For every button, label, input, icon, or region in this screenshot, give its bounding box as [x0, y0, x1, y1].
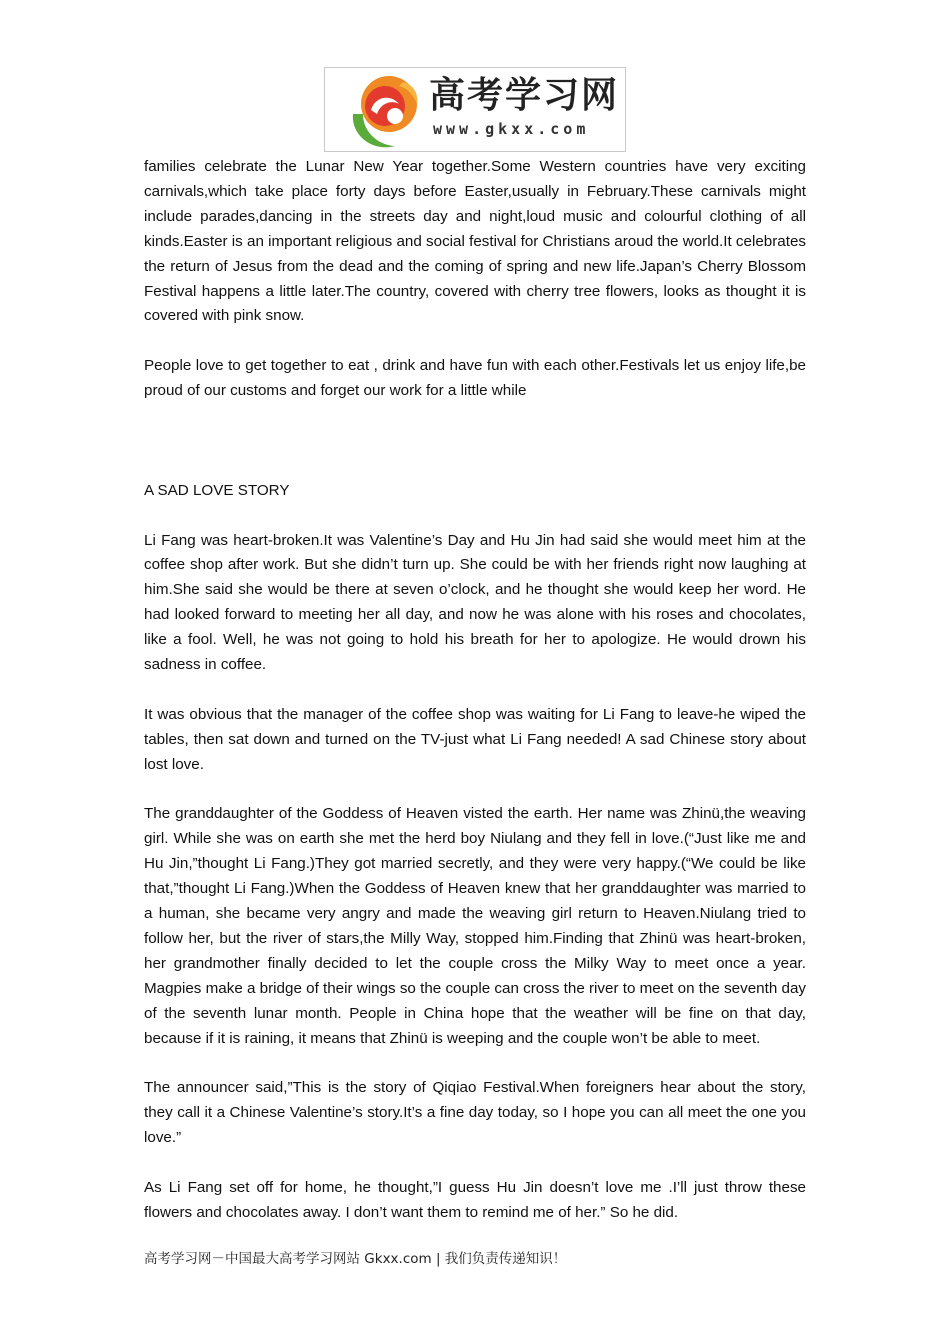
site-logo: [324, 67, 626, 152]
story-title: A SAD LOVE STORY: [144, 481, 290, 499]
paragraph-festivals: families celebrate the Lunar New Year together.Some Western countries have very exciting carnivals,which take place forty days before Easter,usually in February.These carnivals might include parades,dancing in the streets day and night,loud music and colourful clothing of all kinds.Easter is an important religious and social festival for Christians aroud the world.It celebrates the return of Jesus from the dead and the coming of spring and new life.Japan’s Cherry Blossom Festival happens a little later.The country, covered with cherry tree flowers, looks as thought it is covered with pink snow.: [144, 158, 806, 325]
logo-emblem-icon: [345, 70, 427, 152]
page-footer: 高考学习网－中国最大高考学习网站 Gkxx.com | 我们负责传递知识！: [144, 1251, 567, 1267]
document-body: [144, 155, 806, 1226]
paragraph-zhinu-story: The granddaughter of the Goddess of Heaven visted the earth. Her name was Zhinü,the weaving girl. While she was on earth she met the herd boy Niulang and they fell in love.(“Just like me and Hu Jin,”thought Li Fang.)They got married secretly, and they were very happy.(“We could be like that,”thought Li Fang.)When the Goddess of Heaven knew that her granddaughter was married to a human, she became very angry and made the weaving girl return to Heaven.Niulang tried to follow her, but the river of stars,the Milly Way, stopped him.Finding that Zhinü was heart-broken, her grandmother finally decided to let the couple cross the Milky Way to meet once a year. Magpies make a bridge of their wings so the couple can cross the river to meet on the seventh day of the seventh lunar month. People in China hope that the weather will be fine on that day, because if it is raining, it means that Zhinü is weeping and the couple won’t be able to meet.: [144, 805, 806, 1047]
logo-url: www.gkxx.com: [433, 120, 590, 138]
paragraph-people-love: People love to get together to eat , drink and have fun with each other.Festivals let us enjoy life,be proud of our customs and forget our work for a little while: [144, 357, 806, 400]
paragraph-coffee-shop: It was obvious that the manager of the coffee shop was waiting for Li Fang to leave-he wiped the tables, then sat down and turned on the TV-just what Li Fang needed! A sad Chinese story about lost love.: [144, 705, 806, 773]
paragraph-announcer: The announcer said,”This is the story of Qiqiao Festival.When foreigners hear about the story, they call it a Chinese Valentine’s story.It’s a fine day today, so I hope you can all meet the one you love.”: [144, 1079, 806, 1147]
paragraph-ending: As Li Fang set off for home, he thought,”I guess Hu Jin doesn’t love me .I’ll just throw these flowers and chocolates away. I don’t want them to remind me of her.” So he did.: [144, 1179, 806, 1221]
logo-chinese-name: 高考学习网: [429, 75, 620, 116]
paragraph-li-fang: Li Fang was heart-broken.It was Valentine’s Day and Hu Jin had said she would meet him at the coffee shop after work. But she didn’t turn up. She could be with her friends right now laughing at him.She said she would be there at seven o’clock, and he thought she would keep her word. He had looked forward to meeting her all day, and now he was alone with his roses and chocolates, like a fool. Well, he was not going to hold his breath for her to apologize. He would drown his sadness in coffee.: [144, 531, 806, 674]
